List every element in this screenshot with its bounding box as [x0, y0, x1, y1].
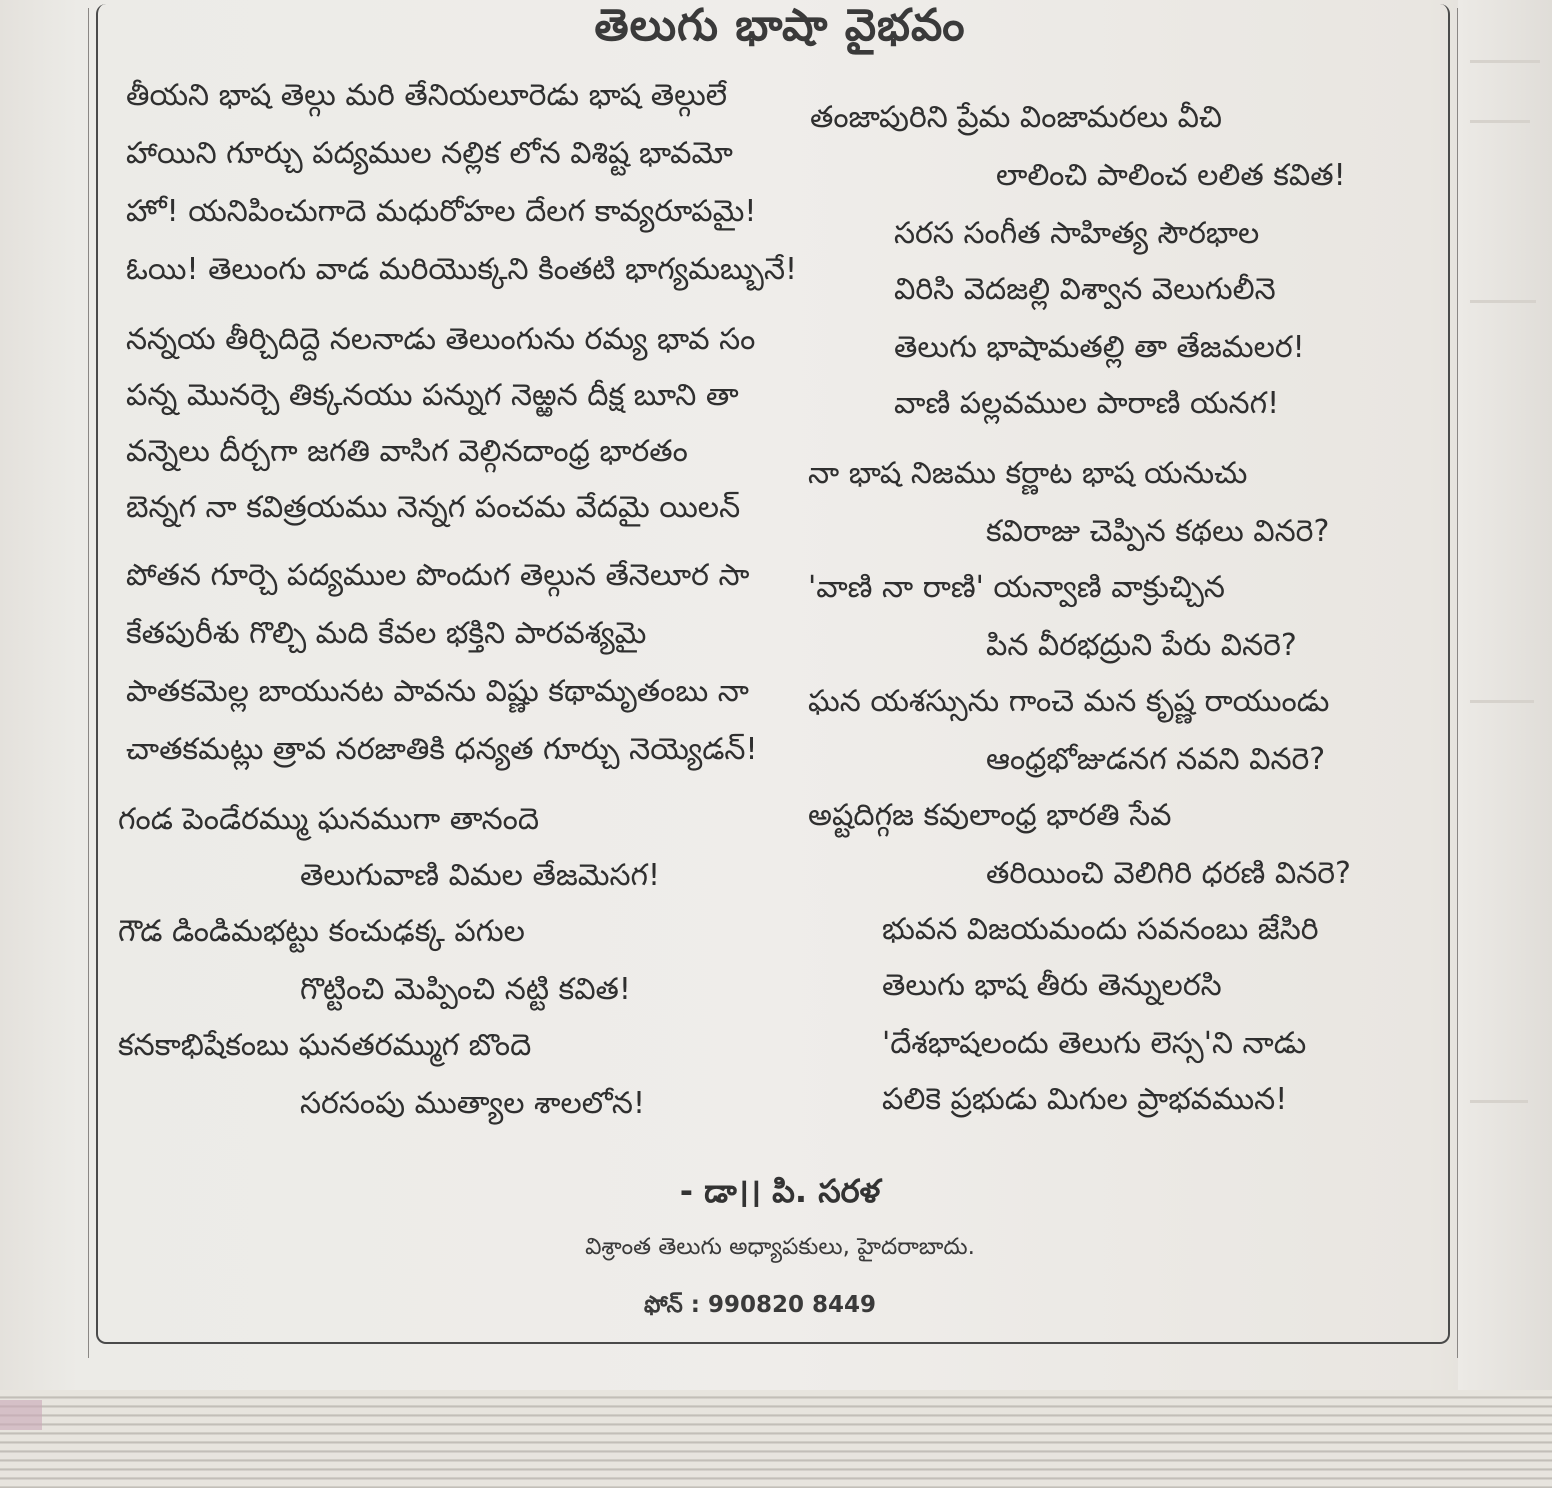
poem-line: విరిసి వెదజల్లి విశ్వాన వెలుగులీనె — [894, 272, 1276, 307]
poem-line-indented: కవిరాజు చెప్పిన కథలు వినరె? — [986, 514, 1330, 549]
author-designation: విశ్రాంత తెలుగు అధ్యాపకులు, హైదరాబాదు. — [585, 1234, 975, 1260]
poem-line: హో! యనిపించుగాదె మధురోహల దేలగ కావ్యరూపమై! — [126, 194, 757, 229]
poem-line: గౌడ డిండిమభట్టు కంచుఢక్క పగుల — [118, 914, 525, 949]
pink-page-edge — [0, 1400, 42, 1430]
poem-line-indented: తరియించి వెలిగిరి ధరణి వినరె? — [986, 856, 1351, 891]
bleed-text-line — [1470, 120, 1530, 123]
poem-line: తెలుగు భాష తీరు తెన్నులరసి — [882, 968, 1222, 1003]
poem-line: ఓయి! తెలుంగు వాడ మరియొక్కని కింతటి భాగ్యమబ్బునే! — [126, 252, 798, 287]
poem-line: కేతపురీశు గొల్చి మది కేవల భక్తిని పారవశ్యమై — [126, 616, 647, 651]
poem-line: హాయిని గూర్చు పద్యముల నల్లిక లోన విశిష్ట భావమో — [126, 136, 733, 171]
poem-line: పాతకమెల్ల బాయునట పావను విష్ణు కథామృతంబు నా — [126, 674, 749, 709]
poem-line: 'దేశభాషలందు తెలుగు లెస్స'ని నాడు — [882, 1026, 1307, 1061]
poem-line: గండ పెండేరమ్ము ఘనముగా తానందె — [118, 802, 540, 837]
bleed-text-line — [1470, 1100, 1528, 1103]
poem-line-indented: లాలించి పాలించ లలిత కవిత! — [996, 158, 1346, 193]
author-signature: - డా।। పి. సరళ — [679, 1172, 881, 1210]
article-title: తెలుగు భాషా వైభవం — [594, 0, 966, 51]
poem-line: సరస సంగీత సాహిత్య సౌరభాల — [894, 216, 1260, 251]
poem-line-indented: తెలుగువాణి విమల తేజమెసగ! — [300, 858, 661, 893]
poem-line: బెన్నగ నా కవిత్రయము నెన్నగ పంచమ వేదమై యిలన్ — [126, 490, 741, 525]
poem-line: వాణి పల్లవముల పారాణి యనగ! — [894, 386, 1280, 421]
poem-line: తంజాపురిని ప్రేమ వింజామరలు వీచి — [810, 100, 1222, 135]
poem-line: భువన విజయమందు సవనంబు జేసిరి — [882, 912, 1319, 947]
poem-line: నన్నయ తీర్చిదిద్దె నలనాడు తెలుంగును రమ్య భావ సం — [126, 322, 756, 357]
poem-line: తీయని భాష తెల్గు మరి తేనియలూరెడు భాష తెల్గులే — [126, 78, 727, 113]
poem-line-indented: గొట్టించి మెప్పించి నట్టి కవిత! — [300, 972, 631, 1007]
poem-line: తెలుగు భాషామతల్లి తా తేజమలర! — [894, 330, 1305, 365]
bleed-text-line — [1470, 700, 1534, 703]
poem-line: పోతన గూర్చె పద్యముల పొందుగ తెల్గున తేనెలూర సా — [126, 558, 750, 593]
stacked-page-edges — [0, 1390, 1552, 1488]
poem-line: చాతకమట్లు త్రావ నరజాతికి ధన్యత గూర్చు నెయ్యెడన్! — [126, 732, 758, 767]
poem-line: ఘన యశస్సును గాంచె మన కృష్ణ రాయుండు — [808, 684, 1330, 719]
poem-line: అష్టదిగ్గజ కవులాంధ్ర భారతి సేవ — [808, 798, 1172, 833]
poem-line: పన్న మొనర్చె తిక్కనయు పన్నుగ నెఱ్ఱన దీక్ష బూని తా — [126, 378, 739, 413]
poem-line: వన్నెలు దీర్చగా జగతి వాసిగ వెల్గినదాంధ్ర భారతం — [126, 434, 688, 469]
poem-line: నా భాష నిజము కర్ణాట భాష యనుచు — [808, 456, 1248, 491]
author-phone: ఫోన్ : 990820 8449 — [644, 1292, 876, 1318]
poem-line: పలికె ప్రభుడు మిగుల ప్రాభవమున! — [882, 1082, 1288, 1117]
poem-line: 'వాణి నా రాణి' యన్వాణి వాక్రుచ్చిన — [808, 570, 1225, 605]
poem-line-indented: పిన వీరభద్రుని పేరు వినరె? — [986, 628, 1297, 663]
bleed-text-line — [1470, 60, 1540, 63]
bleed-text-line — [1470, 300, 1536, 303]
poem-line-indented: ఆంధ్రభోజుడనగ నవని వినరె? — [986, 742, 1326, 777]
poem-line-indented: సరసంపు ముత్యాల శాలలోన! — [300, 1086, 645, 1121]
poem-line: కనకాభిషేకంబు ఘనతరమ్ముగ బొందె — [118, 1028, 532, 1063]
